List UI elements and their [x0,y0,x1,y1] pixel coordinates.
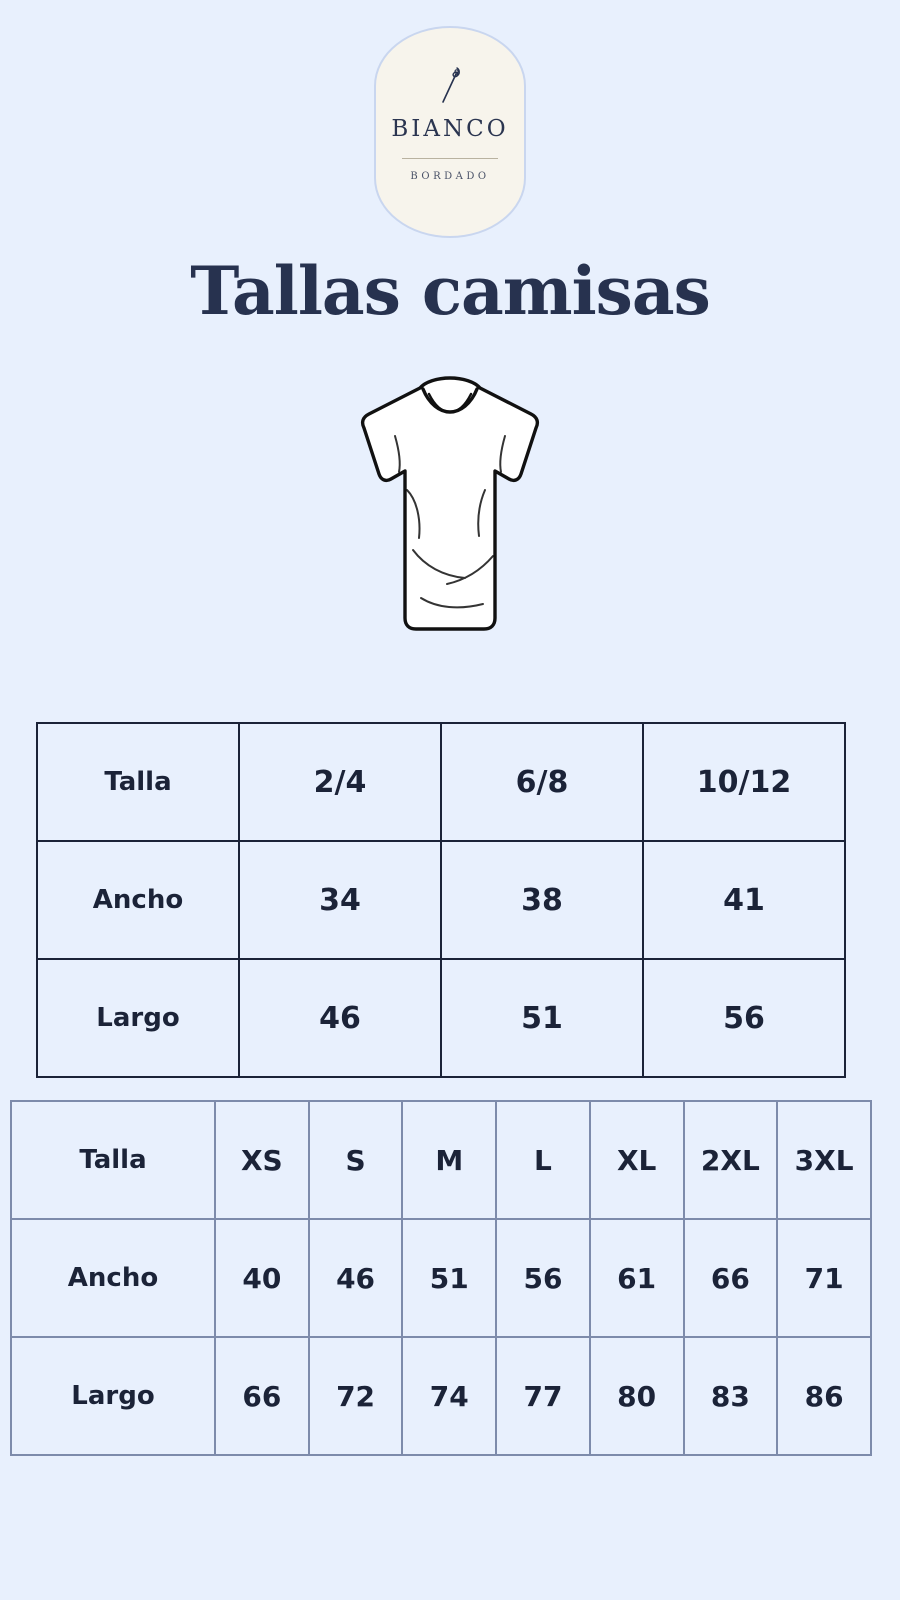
cell: 66 [215,1337,309,1455]
row-label: Ancho [37,841,239,959]
brand-name: BIANCO [391,116,509,142]
cell: 10/12 [643,723,845,841]
cell: XL [590,1101,684,1219]
cell: 34 [239,841,441,959]
cell: 83 [684,1337,778,1455]
cell: 3XL [777,1101,871,1219]
table-row [37,959,845,1077]
cell: 2/4 [239,723,441,841]
cell: 56 [496,1219,590,1337]
cell: 56 [643,959,845,1077]
cell: 2XL [684,1101,778,1219]
cell: 66 [684,1219,778,1337]
table-row [11,1219,871,1337]
cell: 80 [590,1337,684,1455]
cell: 6/8 [441,723,643,841]
cell: 40 [215,1219,309,1337]
brand-badge [374,26,526,238]
cell: 61 [590,1219,684,1337]
cell: L [496,1101,590,1219]
cell: M [402,1101,496,1219]
tshirt-icon [325,370,575,650]
brand-subtitle: BORDADO [410,171,490,182]
cell: 38 [441,841,643,959]
cell: 71 [777,1219,871,1337]
needle-and-thread-icon [427,62,473,108]
cell: S [309,1101,403,1219]
table-row [37,841,845,959]
row-label: Ancho [11,1219,215,1337]
cell: 41 [643,841,845,959]
row-label: Largo [37,959,239,1077]
table-row [37,723,845,841]
adults-size-table [10,1100,872,1456]
cell: XS [215,1101,309,1219]
brand-badge-card [374,26,526,238]
brand-divider [402,158,498,159]
row-label: Largo [11,1337,215,1455]
cell: 51 [441,959,643,1077]
page-title: Tallas camisas [190,252,710,330]
cell: 74 [402,1337,496,1455]
row-label: Talla [37,723,239,841]
table-row [11,1101,871,1219]
cell: 46 [239,959,441,1077]
cell: 86 [777,1337,871,1455]
cell: 77 [496,1337,590,1455]
cell: 46 [309,1219,403,1337]
kids-size-table [36,722,846,1078]
table-row [11,1337,871,1455]
cell: 72 [309,1337,403,1455]
row-label: Talla [11,1101,215,1219]
cell: 51 [402,1219,496,1337]
